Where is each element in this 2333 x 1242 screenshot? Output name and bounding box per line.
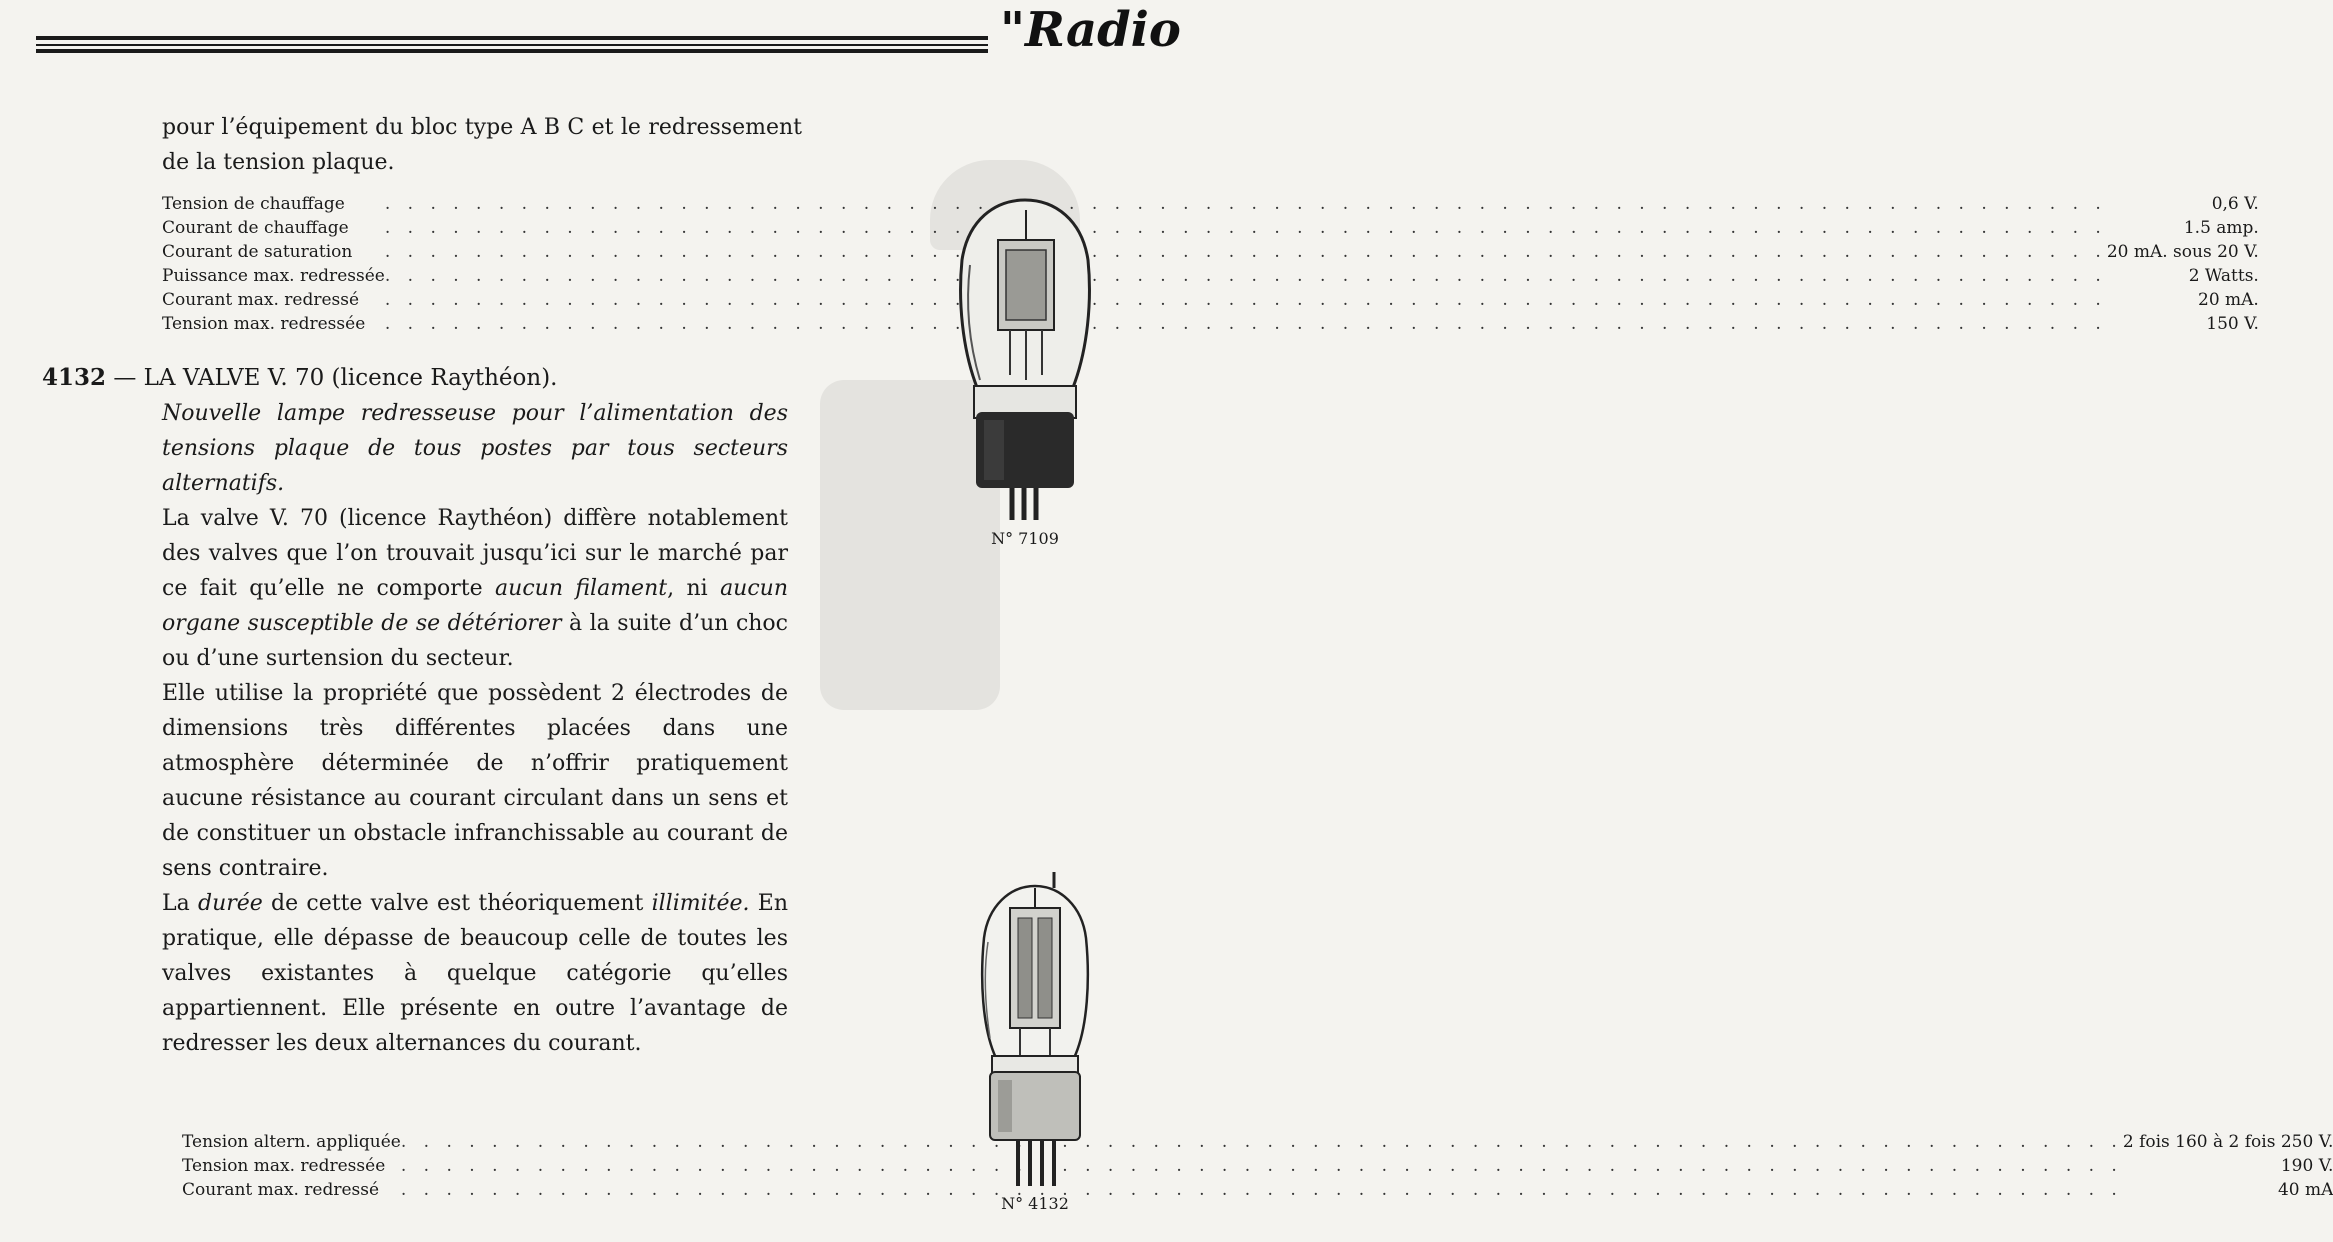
intro-block	[162, 110, 802, 180]
text-run-italic: durée	[197, 891, 263, 916]
spec-row	[182, 1176, 2333, 1200]
spec-label: Tension de chauffage	[162, 194, 345, 214]
spec-value: 2 Watts.	[2188, 266, 2259, 286]
spec-label: Puissance max. redressée	[162, 266, 385, 286]
spec-row	[162, 190, 2259, 214]
entry-paragraph-1	[162, 501, 788, 676]
entry-body	[162, 396, 788, 1061]
entry-heading	[42, 360, 558, 396]
dot-leader	[385, 310, 2107, 334]
text-run: En pratique, elle dépasse de beaucoup celle de toutes les valves existantes à quelque catégorie qu’elles appartiennent. Elle présente en outre l’avantage de redresser les deux alternances du courant.	[162, 891, 788, 1056]
spec-label: Tension max. redressée	[162, 314, 366, 334]
figure-caption: N° 7109	[991, 529, 1059, 548]
specs-table	[182, 1128, 2333, 1200]
dot-leader	[401, 1128, 2123, 1152]
specs-table-1	[162, 190, 2259, 334]
text-run: à la suite d’un choc ou d’une surtension du secteur.	[162, 611, 788, 671]
dot-leader	[385, 214, 2107, 238]
text-run-italic: aucun filament	[495, 576, 668, 601]
spec-row	[182, 1152, 2333, 1176]
spec-label: Tension altern. appliquée	[182, 1132, 401, 1152]
spec-label: Courant de saturation	[162, 242, 353, 262]
entry-title: — LA VALVE V. 70 (licence Raythéon).	[106, 365, 558, 391]
spec-value: 20 mA. sous 20 V.	[2106, 242, 2259, 262]
header-rule	[36, 36, 988, 40]
brand-title: "Radio	[1000, 2, 1181, 58]
dot-leader	[385, 286, 2107, 310]
figure-tube-4132	[970, 868, 1100, 1213]
spec-value: 0,6 V.	[2211, 194, 2259, 214]
spec-value: 190 V.	[2280, 1156, 2333, 1176]
spec-row	[162, 214, 2259, 238]
text-run: La	[162, 891, 198, 916]
spec-row	[162, 286, 2259, 310]
spec-value: 150 V.	[2206, 314, 2259, 334]
header-rule	[36, 49, 988, 53]
entry-subtitle: Nouvelle lampe redresseuse pour l’alimentation des tensions plaque de tous postes par tous secteurs alternatifs.	[162, 401, 788, 496]
dot-leader	[385, 190, 2107, 214]
vacuum-tube-illustration	[940, 180, 1110, 525]
figure-tube-7109	[940, 180, 1110, 548]
spec-label: Courant max. redressé	[162, 290, 360, 310]
dot-leader	[385, 262, 2107, 286]
spec-label: Courant de chauffage	[162, 218, 349, 238]
specs-table-2	[182, 1128, 2333, 1200]
text-run-italic: aucun organe susceptible de se détériorer	[162, 576, 789, 636]
entry-paragraph-3	[162, 886, 788, 1061]
spec-value: 40 mA	[2277, 1180, 2333, 1200]
spec-label: Courant max. redressé	[182, 1180, 380, 1200]
spec-value: 2 fois 160 à 2 fois 250 V.	[2122, 1132, 2333, 1152]
text-run-italic: illimitée.	[651, 891, 750, 916]
entry-number: 4132	[42, 364, 107, 391]
spec-row	[162, 238, 2259, 262]
vacuum-tube-illustration	[970, 868, 1100, 1190]
dot-leader	[401, 1152, 2123, 1176]
text-run: , ni	[667, 576, 721, 601]
spec-value: 20 mA.	[2198, 290, 2259, 310]
dot-leader	[401, 1176, 2123, 1200]
spec-row	[162, 262, 2259, 286]
text-run: de cette valve est théoriquement	[262, 891, 652, 916]
intro-text: pour l’équipement du bloc type A B C et le redressement de la tension plaque.	[162, 115, 802, 175]
figure-caption: N° 4132	[1001, 1194, 1069, 1213]
dot-leader	[385, 238, 2107, 262]
spec-label: Tension max. redressée	[182, 1156, 386, 1176]
spec-value: 1.5 amp.	[2183, 218, 2259, 238]
spec-row	[162, 310, 2259, 334]
spec-row	[182, 1128, 2333, 1152]
entry-paragraph-2: Elle utilise la propriété que possèdent 2 électrodes de dimensions très différentes placées dans une atmosphère déterminée de n’offrir pratiquement aucune résistance au courant circulant dans un sens et de constituer un obstacle infranchissable au courant de sens contraire.	[162, 681, 788, 881]
text-run: La valve V. 70 (licence Raythéon) diffère notablement des valves que l’on trouvait jusqu’ici sur le marché par ce fait qu’elle ne comporte	[162, 506, 788, 601]
header-rule	[36, 44, 988, 46]
specs-table	[162, 190, 2259, 334]
